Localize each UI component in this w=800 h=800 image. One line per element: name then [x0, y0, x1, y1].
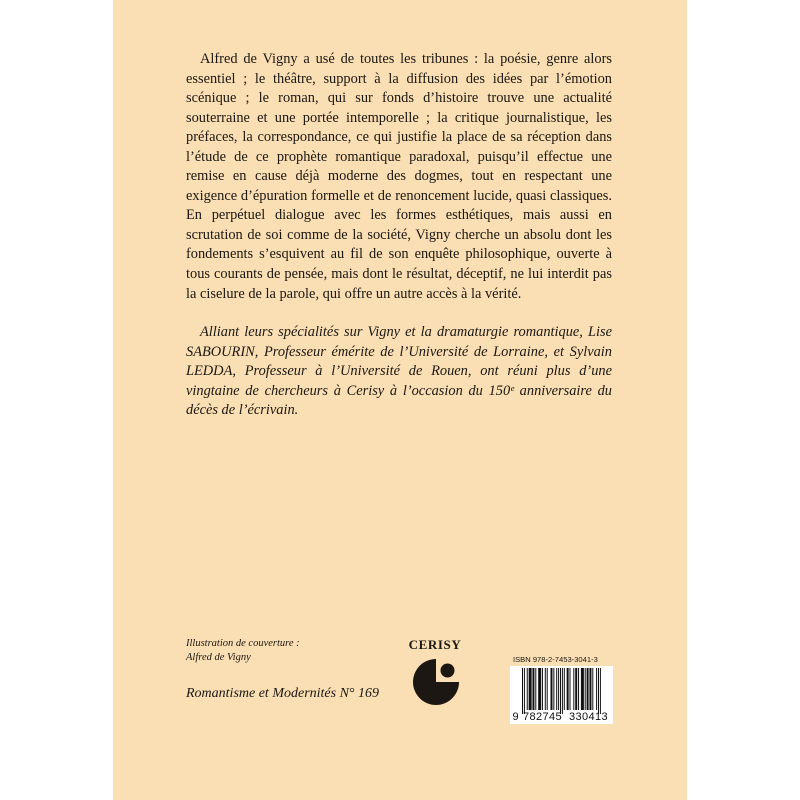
illustration-credit: [186, 637, 300, 665]
barcode-digits: [510, 710, 613, 724]
isbn-label: ISBN 978-2-7453-3041-3: [513, 655, 598, 664]
isbn-barcode: [510, 666, 613, 724]
series-title: Romantisme et Modernités N° 169: [186, 686, 380, 701]
back-cover-blurb: [186, 50, 612, 421]
blurb-paragraph-editors: Alliant leurs spécialités sur Vigny et la dramaturgie romantique, Lise SABOURIN, Professeur émérite de l’Université de Lorraine, et Sylvain LEDDA, Professeur à l’Université de Rouen, ont réuni plus d’une vingtaine de chercheurs à Cerisy à l’occasion du 150ᵉ anniversaire du décès de l’écrivain.: [186, 324, 612, 419]
illustration-credit-label: Illustration de couverture :: [186, 638, 300, 649]
barcode-digit-lead: 9: [512, 711, 519, 723]
barcode-digits-left: 782745: [522, 711, 563, 723]
cerisy-logo-icon: [410, 656, 462, 708]
blurb-paragraph-summary: Alfred de Vigny a usé de toutes les tribunes : la poésie, genre alors essentiel ; le théâtre, support à la diffusion des idées par l’émotion scénique ; le roman, qui sur fonds d’histoire trouve une actualité souterraine et une portée intemporelle ; la critique journalistique, les préfaces, la correspondance, ce qui justifie la place de sa réception dans l’étude de ce prophète romantique paradoxal, puisqu’il effectue une remise en cause déjà moderne des dogmes, tout en respectant une exigence d’épuration formelle et de renoncement lucide, quasi classiques. En perpétuel dialogue avec les formes esthétiques, mais aussi en scrutation de soi comme de la société, Vigny cherche un absolu dont les fondements s’esquivent au fil de son enquête philosophique, ouverte à tous courants de pensée, mais dont le résultat, déceptif, ne lui interdit pas la ciselure de la parole, qui offre un autre accès à la vérité.: [186, 51, 612, 302]
publisher-name: CERISY: [408, 637, 462, 652]
barcode-digits-right: 330413: [568, 711, 609, 723]
illustration-credit-subject: Alfred de Vigny: [186, 652, 251, 663]
